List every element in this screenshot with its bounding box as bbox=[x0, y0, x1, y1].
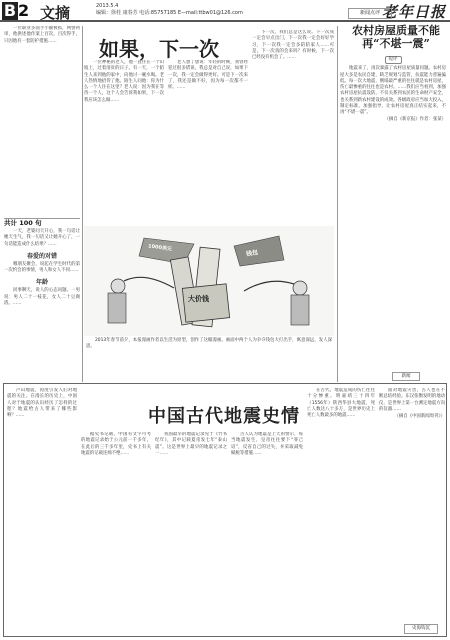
feature-col1-text: 一位神秘的老人，他一直住在一个山坡上，过着清贫的日子。有一天，一个陌生人来到他的家中，向他讨一碗水喝。老人热情地招待了他。陌生人问他：你为什么一个人住在这里？老人说：因为我在等待一个人，这个人会告诉我如果，下一次我应该怎么做…… bbox=[84, 60, 164, 103]
right-body-text: 地震来了，再次暴露了农村房屋质量问题。农村房屋大多是农民自建，缺乏规划与监管，抗震能力普遍偏低。每一次大地震，倒塌最严重的往往就是农村房屋，伤亡最惨重的往往也是农村。……我们应当看到，加强农村房屋抗震设防，不仅关系到农民的生命财产安全，也关系到新农村建设的成效。各级政府应当加大投入，制定标准，加强指导，让农村房屋真正结实起来，不再“不堪一震”。 bbox=[340, 66, 446, 116]
column-divider bbox=[337, 26, 338, 382]
bottom-col2-text: 据史书记载，中国有文字可考的地震记录始于公元前一千多年，在此后的三千多年里，史书上有关地震的记载连绵不绝…… bbox=[81, 432, 151, 456]
right-small-label: 新闻点评 bbox=[348, 8, 392, 19]
bottom-source: （摘自《中国新闻周刊》） bbox=[394, 413, 445, 419]
feature-column-1 bbox=[84, 60, 164, 228]
left-box bbox=[4, 218, 80, 388]
left-sub1-title: 春爱的对错 bbox=[26, 252, 57, 260]
cartoon-caption bbox=[86, 338, 332, 380]
right-article-title: 农村房屋质量不能再“不堪一震” bbox=[352, 24, 440, 50]
cartoon-drawing bbox=[84, 226, 334, 336]
right-bottom-label: 新闻 bbox=[392, 372, 420, 381]
page-digit: 2 bbox=[18, 1, 30, 20]
left-sub2-text: 同事聊天，说人的心态问题。一男说：男人二十一枝花，女人二十豆腐渣。…… bbox=[4, 288, 80, 307]
left-box-text: 一天，老婆问天开心，我一句话让她天生气，我一句话又让她开心了，一句话能造成什么结果？…… bbox=[4, 229, 80, 247]
page-letter: B bbox=[3, 1, 17, 20]
feature-title: 如果，下一次 bbox=[99, 37, 219, 61]
bottom-feature-title: 中国古代地震史情 bbox=[148, 406, 300, 427]
column-divider bbox=[82, 26, 83, 382]
header-meta bbox=[96, 3, 243, 17]
cartoon-label-dollar: 1000美元 bbox=[147, 243, 173, 253]
left-column-article bbox=[4, 26, 80, 218]
left-intro-text: 一位职业多面手小偷被抓，网警初审，他供述他作案上百次，百次得手，只因他有一套防护措施…… bbox=[4, 26, 80, 44]
right-pill-label: 短评 bbox=[385, 56, 402, 64]
bottom-column-1 bbox=[7, 388, 77, 632]
issue-date: 2013.5.4 bbox=[96, 3, 119, 9]
bottom-col1-text: 芦山地震，再度引发人们对地震的关注。在漫长的历史上，中国人对于地震的认识经历了怎样的过程？地震给古人带来了哪些影响？…… bbox=[7, 388, 77, 419]
cartoon-label-wallet: 钱包 bbox=[245, 248, 259, 258]
editor-contact: 编辑：徐桂 康春芳 电话:85757185 E—mail:ttbw01@126.com bbox=[96, 10, 243, 16]
bottom-column-5 bbox=[307, 388, 375, 632]
bottom-col6-text: 面对地震灾害，古人也在不断总结经验。东汉张衡发明的地动仪，是世界上第一台测定地震方向的仪器…… bbox=[379, 388, 445, 412]
cartoon-caption-text: 2013年春节前夕，本报漫画作者以生活为原型，创作了这幅漫画。画面中两个人为争夺钱包大打出手，寓意深远，发人深思。 bbox=[86, 338, 332, 350]
feature-col3-text: 下一次，我们总是这么说。下一次我一定会早点出门，下一次我一定会好好学习，下一次我一定会多陪陪家人……可是，下一次真的会来吗？有时候，下一次已经没有机会了。…… bbox=[252, 30, 334, 61]
left-box-title: 共计 100 句 bbox=[4, 219, 42, 227]
bottom-column-4 bbox=[231, 432, 303, 632]
cartoon-illustration bbox=[84, 226, 334, 336]
bottom-section-label: 史海钩沉 bbox=[404, 624, 438, 634]
feature-col2-text: 老人想了想说：年轻的时候，我曾经犯过很多错误，我总是对自己说，如果下一次，我一定会做得更好。可是下一次来了，我还是做不好，因为每一次都不一样。…… bbox=[168, 60, 248, 91]
right-source: （摘自《新京报》作者：张某） bbox=[384, 117, 446, 123]
left-sub1-text: 哪朋友聚会，说起在学生时代的第一次约会的事情，男人和女人不同…… bbox=[4, 261, 80, 274]
feature-column-2 bbox=[168, 60, 248, 228]
page-number bbox=[2, 1, 38, 19]
bottom-col3-text: 我国最早的地震记录见于《竹书纪年》，其中记载夏帝发七年“泰山震”。这是世界上最早的地震记录之一…… bbox=[155, 432, 227, 456]
bottom-column-2 bbox=[81, 432, 151, 632]
cartoon-label-price: 大价钱 bbox=[188, 295, 209, 303]
bottom-column-3 bbox=[155, 432, 227, 632]
newspaper-brand: 老年日报 bbox=[381, 3, 446, 21]
section-title: 文摘 bbox=[40, 4, 71, 22]
right-column-article bbox=[340, 56, 446, 381]
bottom-col4-text: 古人认为地震是上天的警示，每当地震发生，皇帝往往要下“罪己诏”，反省自己的过失，并采取减免赋税等措施…… bbox=[231, 432, 303, 456]
bottom-column-6 bbox=[379, 388, 445, 632]
left-sub2-title: 年龄 bbox=[35, 279, 48, 287]
feature-column-3 bbox=[252, 30, 334, 228]
bottom-col5-text: 在古代，地震造成的伤亡往往十分惨重。明嘉靖三十四年（1556年）陕西华县大地震，死亡人数达八十多万，是世界历史上死亡人数最多的地震…… bbox=[307, 388, 375, 419]
